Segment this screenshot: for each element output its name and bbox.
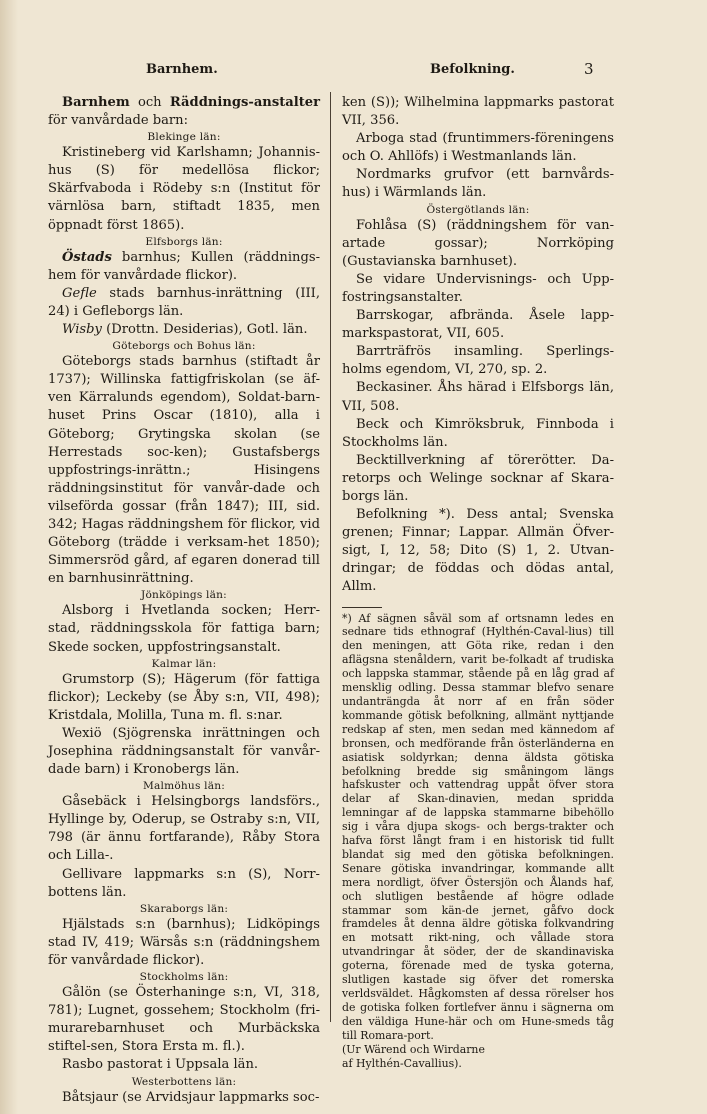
entry-text: Alsborg i Hvetlanda socken; Herr-stad, räddningsskola för fattiga barn; Skede socken, uppfostringsanstalt. (48, 603, 320, 655)
region-heading: Malmöhus län: (142, 780, 226, 793)
entry-text: Kristineberg vid Karlshamn; Johannis-hus (S) för medellösa flickor; Skärfvaboda i Rödeby s:n (Institut för värnlösa barn, stiftadt 1835, men öppnadt först 1865). (48, 145, 320, 233)
footnote-citation: af Hylthén-Cavallius). (342, 1056, 462, 1070)
entry-text: Beckasiner. Åhs härad i Elfsborgs län, VII, 508. (342, 380, 614, 414)
entry-text: Se vidare Undervisnings- och Upp-fostringsanstalter. (342, 271, 614, 305)
footnote: *) Af sägnen såväl som af ortsnamn ledes en sednare tids ethnograf (Hylthén-Caval-lius) till den meningen, att Göta rike, redan i den aflägsna stenåldern, varit be-folkadt af trudiska och lappska stammar, stående på en låg grad af mensklig odling. Dessa stammar blefvo senare undanträngda åt norr af en från söder kommande götisk befolkning, allmänt nyttjande redskap af sten, men sedan med kännedom af bronsen, och medförande från österländerna en asiatisk soldyrkan; denna äldsta götiska befolkning bredde sig småningom längs hafskuster och vattendrag uppåt öfver stora delar af Skan-dinavien, medan spridda lemningar af de lappska stammarne bibehöllo sig i våra djupa skogs- och bergs-trakter och hafva först långt fram i en historisk tid fullt blandat sig med den götiska befolkningen. Senare götiska invandringar, kommande allt mera nordligt, öfver Östersjön och Ålands haf, och slutligen bestående af högre odlade stammar som kän-de jernet, gåfvo dock framdeles åt denna äldre götiska folkvandring en motsatt rikt-ning, och vållade stora utvandringar åt söder, der de skandinaviska goterna, förenade med de tyska goterna, slutligen kastade sig öfver det romerska verldsväldet. Hågkomsten af dessa rörelser hos de gotiska folken fortlefver ännu i sägnerna om den väldiga Hune-här och om Hune-smeds tåg till Romara-port. (342, 611, 614, 1042)
entry-text: Göteborgs stads barnhus (stiftadt år 1737); Willinska fattigfriskolan (se äf-ven Kärralunds egendom), Soldat-barn-huset Prins Oscar (1810), alla i Göteborg; Grytingska skolan (se Herrestads soc-ken); Gustafsbergs uppfostrings-inrättn.; Hisingens räddningsinstitut för vanvår-dade och vilseförda gossar (från 1847); III, sid. 342; Hagas räddningshem för flickor, vid Göteborg (trädde i verksam-het 1850); Simmersröd gård, af egaren donerad till en barnhusinrättning. (48, 354, 320, 587)
page-number: 3 (584, 60, 594, 78)
entry-text: Wisby (Drottn. Desiderias), Gotl. län. (62, 322, 308, 338)
entry-text: Nordmarks grufvor (ett barnvårds-hus) i Wärmlands län. (342, 167, 614, 201)
region-heading: Skaraborgs län: (139, 902, 229, 915)
entry-text: Östads barnhus; Kullen (räddnings-hem för vanvårdade flickor). (48, 249, 320, 283)
entry-text: Fohlåsa (S) (räddningshem för van-artade gossar); Norrköping (Gustavianska barnhuset). (342, 217, 614, 269)
entry-text: Gellivare lappmarks s:n (S), Norr-bottens län. (48, 866, 320, 900)
region-heading: Jönköpings län: (141, 589, 227, 602)
region-heading: Östergötlands län: (426, 203, 530, 216)
footnote-citation: (Ur Wärend och Wirdarne (342, 1042, 485, 1056)
running-head-left: Barnhem. (146, 62, 218, 77)
entry-text: Grumstorp (S); Hägerum (för fattiga flickor); Leckeby (se Åby s:n, VII, 498); Kristdala, Molilla, Tuna m. fl. s:nar. (48, 671, 320, 723)
entry-text: Barrskogar, afbrända. Åsele lapp-markspastorat, VII, 605. (342, 308, 614, 342)
page-edge-shadow (0, 0, 18, 1114)
entry-continuation: ken (S)); Wilhelmina lappmarks pastorat VII, 356. (342, 95, 614, 129)
running-head-center: Befolkning. (430, 62, 515, 77)
entry-text: Gålön (se Österhaninge s:n, VI, 318, 781); Lugnet, gossehem; Stockholm (fri-murarebarnhuset och Murbäckska stiftel-sen, Stora Ersta m. fl.). (48, 985, 320, 1055)
entry-text: Gefle stads barnhus-inrättning (III, 24) i Gefleborgs län. (48, 285, 320, 319)
entry-text: Hjälstads s:n (barnhus); Lidköpings stad IV, 419; Wärsås s:n (räddningshem för vanvårdade flickor). (48, 916, 320, 968)
region-heading: Westerbottens län: (131, 1075, 237, 1088)
entry-text: Arboga stad (fruntimmers-föreningens och O. Ahllöfs) i Westmanlands län. (342, 131, 614, 165)
entry-text: Båtsjaur (se Arvidsjaur lappmarks soc- (62, 1089, 320, 1105)
region-heading: Stockholms län: (139, 971, 229, 984)
entry-text: Gåsebäck i Helsingborgs landsförs., Hyllinge by, Oderup, se Ostraby s:n, VII, 798 (är ännu fortfarande), Råby Stora och Lilla-. (48, 794, 320, 864)
column-divider (330, 92, 331, 1022)
region-heading: Blekinge län: (147, 131, 221, 144)
entry-text: Becktillverkning af törerötter. Da-retorps och Welinge socknar af Skara-borgs län. (342, 452, 614, 504)
left-column (48, 94, 320, 1107)
entry-text: Wexiö (Sjögrenska inrättningen och Josephina räddningsanstalt för vanvår-dade barn) i Kronobergs län. (48, 725, 320, 778)
entry-text: Beck och Kimröksbruk, Finnboda i Stockholms län. (342, 416, 614, 450)
entry-barnhem: Barnhem och Räddnings-anstalter för vanvårdade barn: (48, 95, 320, 129)
entry-text: Rasbo pastorat i Uppsala län. (62, 1057, 259, 1073)
region-heading: Kalmar län: (151, 657, 217, 670)
footnote-separator (342, 607, 382, 608)
running-head (0, 62, 707, 82)
right-column (342, 94, 614, 1070)
entry-befolkning: Befolkning *). Dess antal; Svenska grenen; Finnar; Lappar. Allmän Öfver-sigt, I, 12, 58; Dito (S) 1, 2. Utvan-dringar; de föddas och dödas antal, Allm. (342, 507, 614, 595)
region-heading: Elfsborgs län: (145, 235, 223, 248)
region-heading: Göteborgs och Bohus län: (112, 340, 256, 353)
entry-text: Barrträfrös insamling. Sperlings-holms egendom, VI, 270, sp. 2. (342, 344, 614, 378)
